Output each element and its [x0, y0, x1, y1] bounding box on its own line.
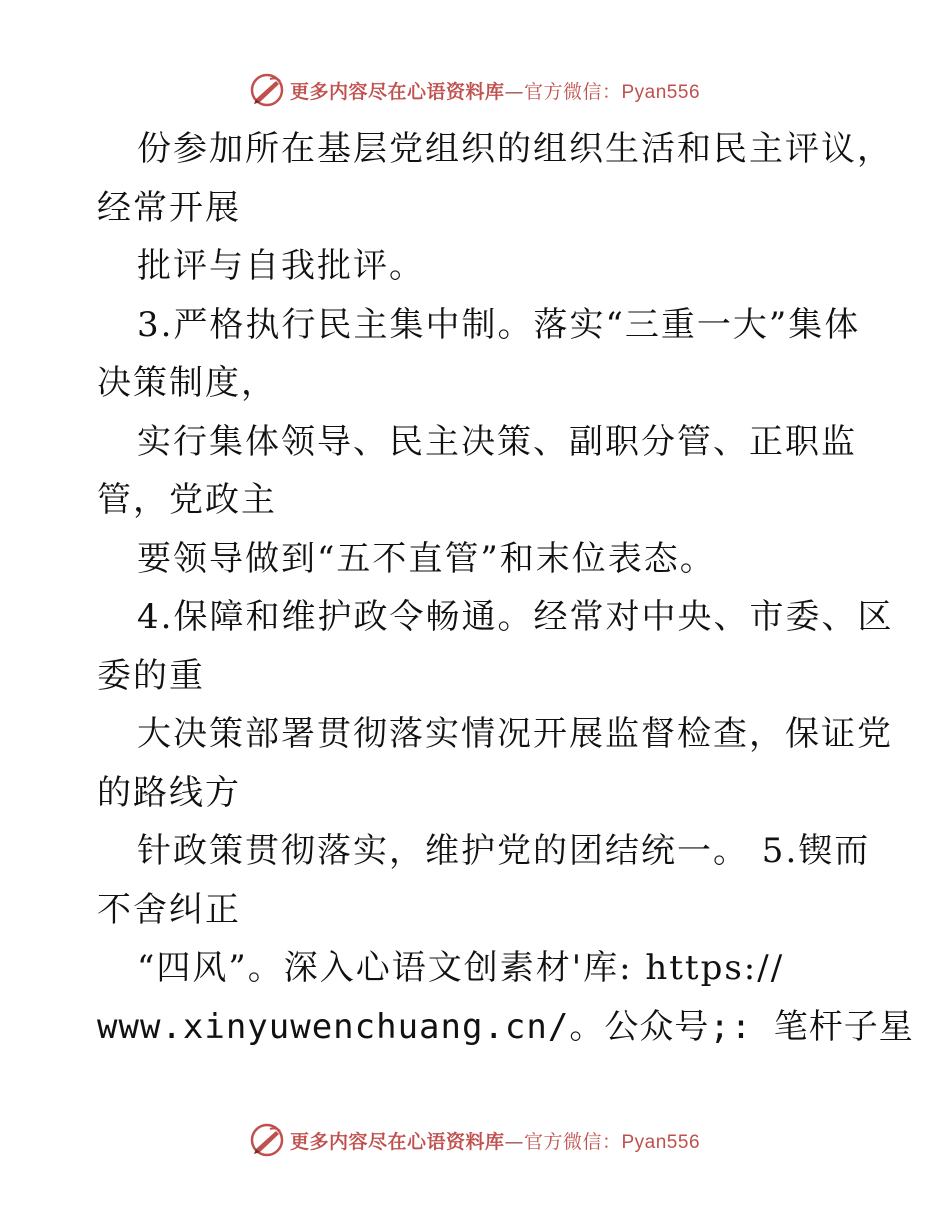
body-line: 3.严格执行民主集中制。落实“三重一大”集体	[137, 304, 861, 345]
footer-banner-text	[290, 1127, 700, 1154]
footer-banner	[0, 1120, 950, 1160]
body-line: 的路线方	[97, 772, 241, 813]
body-line: 4.保障和维护政令畅通。经常对中央、市委、区	[137, 597, 894, 637]
body-line-url: www.xinyuwenchuang.cn/。公众号;: 笔杆子星	[97, 1006, 914, 1047]
body-line: 决策制度，	[97, 363, 277, 403]
body-line: 份参加所在基层党组织的组织生活和民主评议，	[137, 129, 893, 169]
header-wechat-id: Pyan556	[621, 81, 701, 103]
pen-logo-icon	[250, 1123, 284, 1157]
body-line: 委的重	[97, 655, 205, 696]
footer-separator: —	[504, 1130, 524, 1153]
document-body	[97, 120, 914, 1056]
header-brand-text: 更多内容尽在心语资料库	[289, 80, 505, 103]
body-line: 大决策部署贯彻落实情况开展监督检查，保证党	[137, 714, 893, 754]
header-banner-text	[290, 77, 700, 104]
body-line: “四风”。深入心语文创素材'库: https://	[137, 948, 785, 988]
body-line: 要领导做到“五不直管”和末位表态。	[137, 538, 716, 579]
body-line: 不舍纠正	[97, 889, 241, 930]
body-line: 管，党政主	[97, 480, 277, 520]
header-separator: —	[504, 80, 524, 103]
header-wechat-label: 官方微信：	[523, 80, 622, 103]
footer-wechat-id: Pyan556	[621, 1131, 701, 1153]
header-banner	[0, 70, 950, 110]
footer-wechat-label: 官方微信：	[523, 1130, 622, 1153]
body-line: 针政策贯彻落实，维护党的团结统一。 5.锲而	[137, 831, 871, 871]
pen-logo-icon	[250, 73, 284, 107]
body-line: 经常开展	[97, 187, 241, 228]
footer-brand-text: 更多内容尽在心语资料库	[289, 1130, 505, 1153]
body-line: 实行集体领导、民主决策、副职分管、正职监	[137, 421, 857, 462]
body-line: 批评与自我批评。	[137, 246, 425, 286]
